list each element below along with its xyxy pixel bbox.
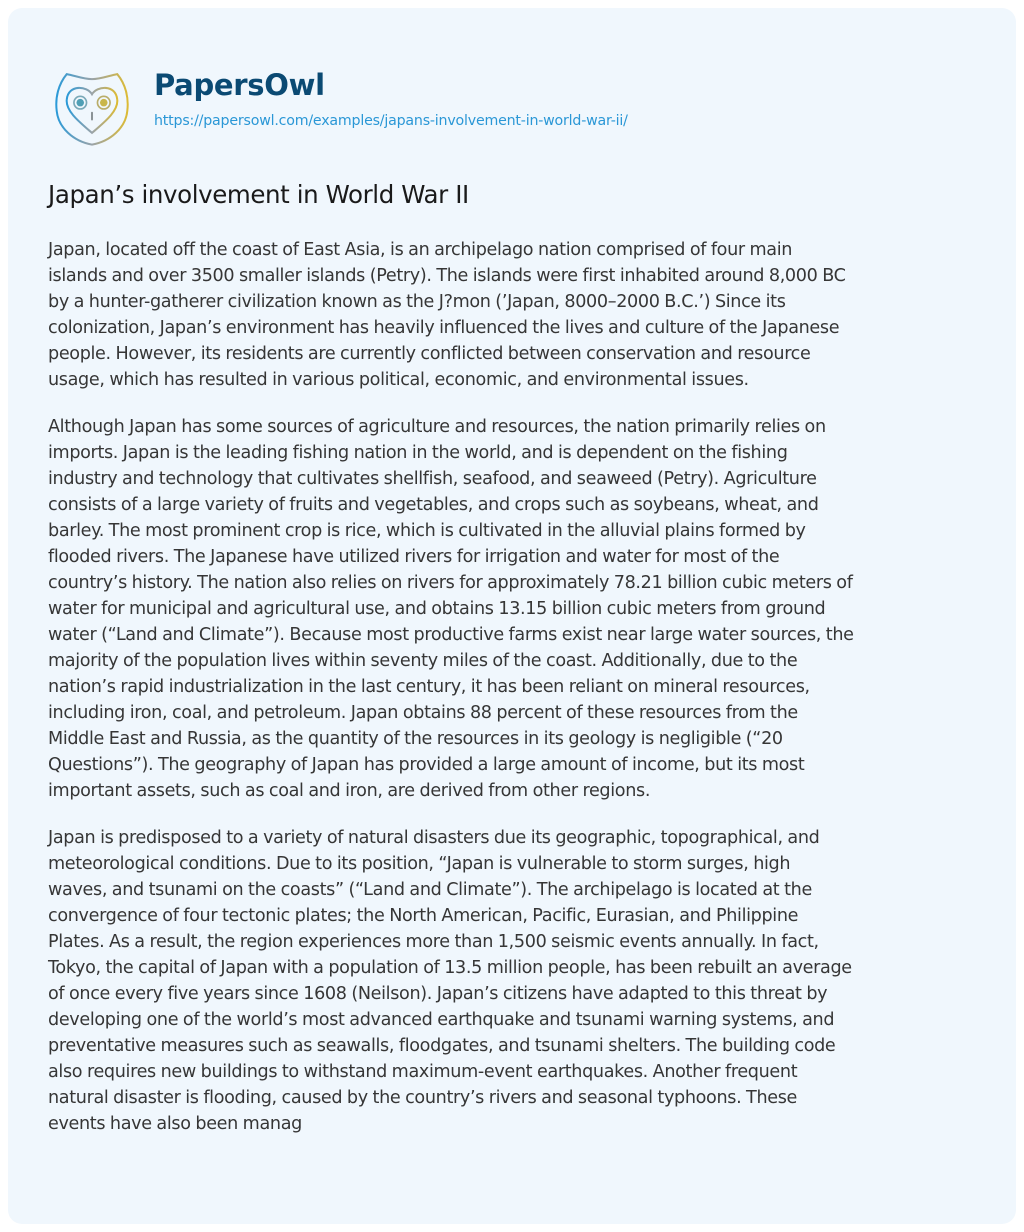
page-title: Japan’s involvement in World War II	[48, 180, 469, 209]
text-line: Questions”). The geography of Japan has provided a large amount of income, but its most	[48, 755, 805, 775]
text-line: consists of a large variety of fruits and vegetables, and crops such as soybeans, wheat, and	[48, 495, 819, 515]
text-line: waves, and tsunami on the coasts” (“Land and Climate”). The archipelago is located at the	[48, 880, 812, 900]
text-line: including iron, coal, and petroleum. Japan obtains 88 percent of these resources from the	[48, 703, 798, 723]
text-line: of once every five years since 1608 (Neilson). Japan’s citizens have adapted to this threat by	[48, 984, 828, 1004]
text-line: convergence of four tectonic plates; the North American, Pacific, Eurasian, and Philippine	[48, 906, 799, 926]
brand-header	[50, 64, 628, 148]
text-line: people. However, its residents are currently conflicted between conservation and resource	[48, 344, 811, 364]
text-line: islands and over 3500 smaller islands (Petry). The islands were first inhabited around 8,000 BC	[48, 266, 846, 286]
text-line: country’s history. The nation also relies on rivers for approximately 78.21 billion cubic meters of	[48, 573, 853, 593]
owl-logo-icon	[50, 64, 134, 148]
text-line: Middle East and Russia, as the quantity of the resources in its geology is negligible (“20	[48, 729, 783, 749]
text-line: preventative measures such as seawalls, floodgates, and tsunami shelters. The building code	[48, 1036, 836, 1056]
paragraph	[48, 825, 998, 1137]
text-line: nation’s rapid industrialization in the last century, it has been reliant on mineral resources,	[48, 677, 810, 697]
text-line: water for municipal and agricultural use, and obtains 13.15 billion cubic meters from ground	[48, 599, 826, 619]
text-line: Although Japan has some sources of agriculture and resources, the nation primarily relies on	[48, 417, 826, 437]
document-card	[8, 8, 1016, 1224]
text-line: Japan, located off the coast of East Asia, is an archipelago nation comprised of four main	[48, 240, 793, 260]
text-line: usage, which has resulted in various political, economic, and environmental issues.	[48, 370, 749, 390]
essay-body	[48, 237, 998, 1158]
source-url-link[interactable]: https://papersowl.com/examples/japans-involvement-in-world-war-ii/	[154, 113, 628, 129]
text-line: events have also been manag	[48, 1114, 302, 1134]
text-line: natural disaster is flooding, caused by the country’s rivers and seasonal typhoons. These	[48, 1088, 798, 1108]
text-line: important assets, such as coal and iron, are derived from other regions.	[48, 781, 651, 801]
text-line: Plates. As a result, the region experiences more than 1,500 seismic events annually. In fact,	[48, 932, 819, 952]
brand-name: PapersOwl	[154, 68, 325, 102]
text-line: flooded rivers. The Japanese have utilized rivers for irrigation and water for most of the	[48, 547, 780, 567]
paragraph	[48, 237, 998, 393]
text-line: majority of the population lives within seventy miles of the coast. Additionally, due to the	[48, 651, 798, 671]
text-line: meteorological conditions. Due to its position, “Japan is vulnerable to storm surges, high	[48, 854, 791, 874]
text-line: by a hunter-gatherer civilization known as the J?mon (’Japan, 8000–2000 B.C.’) Since its	[48, 292, 786, 312]
text-line: imports. Japan is the leading fishing nation in the world, and is dependent on the fishing	[48, 443, 788, 463]
text-line: also requires new buildings to withstand maximum-event earthquakes. Another frequent	[48, 1062, 798, 1082]
text-line: Tokyo, the capital of Japan with a population of 13.5 million people, has been rebuilt an average	[48, 958, 852, 978]
text-line: water (“Land and Climate”). Because most productive farms exist near large water sources, the	[48, 625, 854, 645]
text-line: industry and technology that cultivates shellfish, seafood, and seaweed (Petry). Agriculture	[48, 469, 817, 489]
text-line: colonization, Japan’s environment has heavily influenced the lives and culture of the Japanese	[48, 318, 840, 338]
text-line: barley. The most prominent crop is rice, which is cultivated in the alluvial plains formed by	[48, 521, 806, 541]
text-line: developing one of the world’s most advanced earthquake and tsunami warning systems, and	[48, 1010, 835, 1030]
paragraph	[48, 414, 998, 804]
text-line: Japan is predisposed to a variety of natural disasters due its geographic, topographical, and	[48, 828, 820, 848]
